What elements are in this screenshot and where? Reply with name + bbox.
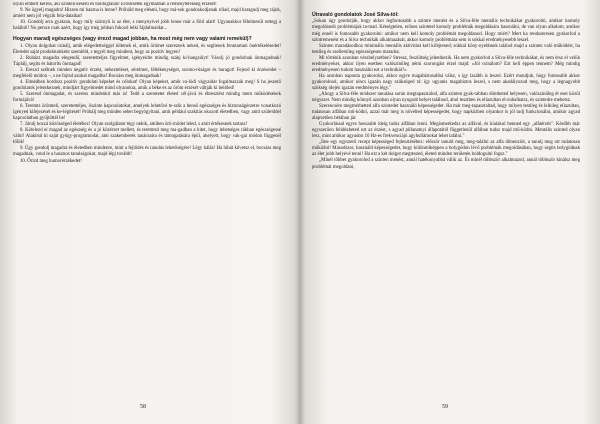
left-list-item-2: 2. Ruházz magadra elegendő, szeretetteljes figyelmet, igényeidre mindig szánj ki-hangsúlyt! Vásolj jó gondolnak önmagadnak! Táplálj, segíts és bátoríts önmagad! — [13, 55, 281, 67]
left-page-number: 58 — [140, 404, 146, 410]
right-page — [312, 2, 580, 422]
left-paragraph-2: 9. Ne ügyelj magadra! Hiszen mi hasznа is lenne? Próbáld meg eléмni, hogy má-sok gondoskodjanak rólad, majd haragudj meg rájuk, amiért nem jól végzik fela-dataikat! — [13, 8, 281, 20]
right-section-heading: Útravaló gondolatok José Silva-tól: — [312, 12, 399, 18]
left-list-item-7: 7. Járulj hozzá közösséged életéhez! Olyan szolgálatot tégy nekik, amiben örö-mödet leled, s amit értékesnek tartasz! — [20, 122, 248, 128]
left-list-item-9: 9. Úgy gondolj magadra és életedben mindenre, mint a fejlődés és tanulás lehetőségére! Légy hálás! Ha hibát követsz el, bocsáss meg magadnak, vond le a hasznos tanulságokat, majd lépj tovább! — [13, 146, 281, 158]
right-paragraph-5: „Ahogy a Silva-féle módszer tanulása során megtapasztalod, alfa szinten gyak-rabban döntheted helyesen, valószínűleg ét eset közül négyszer. Nem mindig könnyű azonban olyan nyugodt helyet találnod, ahol tesztben és ellazultan el-zuhalhatsz, és szintedre mehetsz. — [312, 91, 580, 104]
left-page — [13, 2, 281, 422]
right-paragraph-3: Mi történik azonban vészhelyzetben? Stressz, feszültség jelentkezik. Ha nem gyakorlod a Silva-féle technikákat, és nem érsz el velük eredményeket, akkor ilyen esetben valószínűleg némi szorongást érzel majd: »Jól csinálom? Ezt kell éppen tennem? Még mindig eredményesen tudom használni ezt a technikát?« — [312, 55, 580, 73]
book-gutter — [294, 0, 306, 424]
left-list-item-3: 3. Ereszd szélnek minden negatív érzést, nehezteléset, sérelmet, féltékenységet, szomo-rúságot és haragot! Fejezd ki érzéseidet – megfelelő módon –, s ne fojtsd azokat magadba! Bocsáss meg önmagadnak! — [13, 67, 281, 79]
left-list-item-1: 1. Olyan dolgokat csinálj, amik elégedettséggel töltenek el, amik örömet szereznek neked, és segítenek fenntartani önértékelésedet! Életedet saját produktumként szemléld, s tegyél meg mindent, hogy az pozitív legyen! — [13, 43, 281, 55]
right-paragraph-6: Szerencsére megmérhetted alfa szintedet használó képességedet. Ha már meg-tapasztaltad, hogy milyen testileg és lelkileg ellazultan, tudatosan alfában mű-ködni, azzal már meg is növelted képességedet, hogy napközben olyankor is jól tudj funkcionálni, amikor agyad alapvetően bétában jár. — [312, 104, 580, 122]
left-paragraph-3: 10. Gondolj arra gyakran, hogy mily szörnyű is az élet, s menynyivel jobb lenne már a föld alatt! Ugyanakkor félelmesül rettegj a haláltól! No persze csak azért, hogy így még jobban fokozd lelki fájdalmaidat... — [13, 20, 281, 32]
right-paragraph-8: „Íme egy egyszerű recept képességed fejlesztéséhez: először tanuld meg, meg-találni az alfa dimenziót, a tanulj meg ott tudatosan működni! Másodszor, használd képességedet, hogy különmiképpen a bolygódon lévő problémák megoldásában, hogy segíts bolygódnak az élet jobb helyévé tenni! Ha ezt a két dolgot megteszed, életed minden területén boldogulni fogsz." — [312, 140, 580, 158]
right-page-number: 59 — [442, 404, 448, 410]
right-paragraph-7: Gyakorlással egyre hosszabb ideig tudsz alfában lenni. Megismerkedsz az alfával, és kialakul benned egy „alfaérzés". Később már egyszerűen felidézheted ezt az érzést, s agyad pillanatnyi állapotától függetlenül alfában tudsz majd mű-ködni. Mentális szinted olyan lesz, mint amikor agyadon 10 Hz-es frekvenciájú agyhullámokat lehet találni." — [312, 122, 580, 140]
right-paragraph-1: „Sokan úgy gondolják, hogy akkor legfontosabb a szintre menést és a Silva-féle mentális technikákat gyakorolni, amikor komoly megoldandó problémájuk ta-mad. Kétségtelen, erőnes szintetel komoly problémák megoldására használni, de van olyan alkalom, amikor még ennél is fontosabb gyakorolni: amikor nem kell komoly problémát megoldanod. Hogy miért? Mert ha rendszeresen gyakorlod a szintremenést és a Silva technikák alkalmazását, akkor komoly problémára sem is sokkal eredményesebb leszel. — [312, 19, 580, 43]
right-paragraph-2: Szinten maradásodhoz minimális mentális aktivitást kell kifejtened; sokkal köny-nyebbnek találod majd a szinten való működést, ha testileg és szellemileg egészségesen maradsz. — [312, 43, 580, 55]
left-list-item-5: 5. Szeresd önmagadat, és szeress mindenkit más is! Tedd a szeretetet életed cél-jává és ébresztést mindig ment működésének formájává! — [13, 92, 281, 104]
left-paragraph-1: olyan embert keress, aki szintén keserű és boldogtalan! Erősítsétek egymásban a reménytelenség érzését! — [13, 2, 217, 7]
right-paragraph-4: Ha azonban naponta gyakorolsz, akkor egyre magabiztosabbá válsz, s így lazább is leszel. Ezért mondjuk, hogy fontosabb akkor gyakorolnod, amikor nincs igazán nagy szükséged rá: így ugyanis magabiztos leszel, s nem akadályozod meg, hogy a legnagyobb szükség idején igazán eredményes légy." — [312, 73, 580, 91]
left-list-item-6: 6. Teremts örömteli, szeretetteljes, őszinte kapcsolatokat, amelyek lehetővé te-szik a benső egészséges és biztonságérzetre vonatkozó igényed kifejezését és ke-légítését! Próbálj meg minden sebet begyógyítani, amit például szakítás okozott életedben, vagy amit szüleiddel kapcsolatban gyűjtöttél be! — [13, 104, 281, 122]
left-list-item-10: 10. Őrizd meg humorérzékedet! — [20, 158, 82, 164]
left-list-item-4: 4. Elmédben hordozz pozitív gondolati képeket és célokat! Olyan képeket, amik va-lódi vágyaidat fogalmazzák meg! S ha jeszető gondolatok jelentkeznek, mindjárt figyelmedet mind olyanokra, amik a béke és az öröm érzését váltják ki belőled! — [13, 79, 281, 91]
right-paragraph-9: „Minél többet gyakorolod a szinten menést, annál hatékonyabbá válik az. És minél többször alkalmazod, annál többször kínálsz meg problémát megoldani, — [312, 158, 580, 170]
left-section-heading: Hogyan maradj egészséges (vagy érezd magad jobban, ha most még nem vagy valami remekül)? — [13, 36, 252, 43]
left-list-item-8: 8. Kötelezd el magad az egészség és a jó közérzet mellett, és teremtsd meg ma-gadban a hitet, hogy lehetséges rákban egészségessé válni! Alakítsd ki saját gyógy-programodat, ami szakemberek tanácsaira és támogatására épül, ahelyett, hogy vak-gai módon függenél tőlük! — [13, 128, 281, 146]
